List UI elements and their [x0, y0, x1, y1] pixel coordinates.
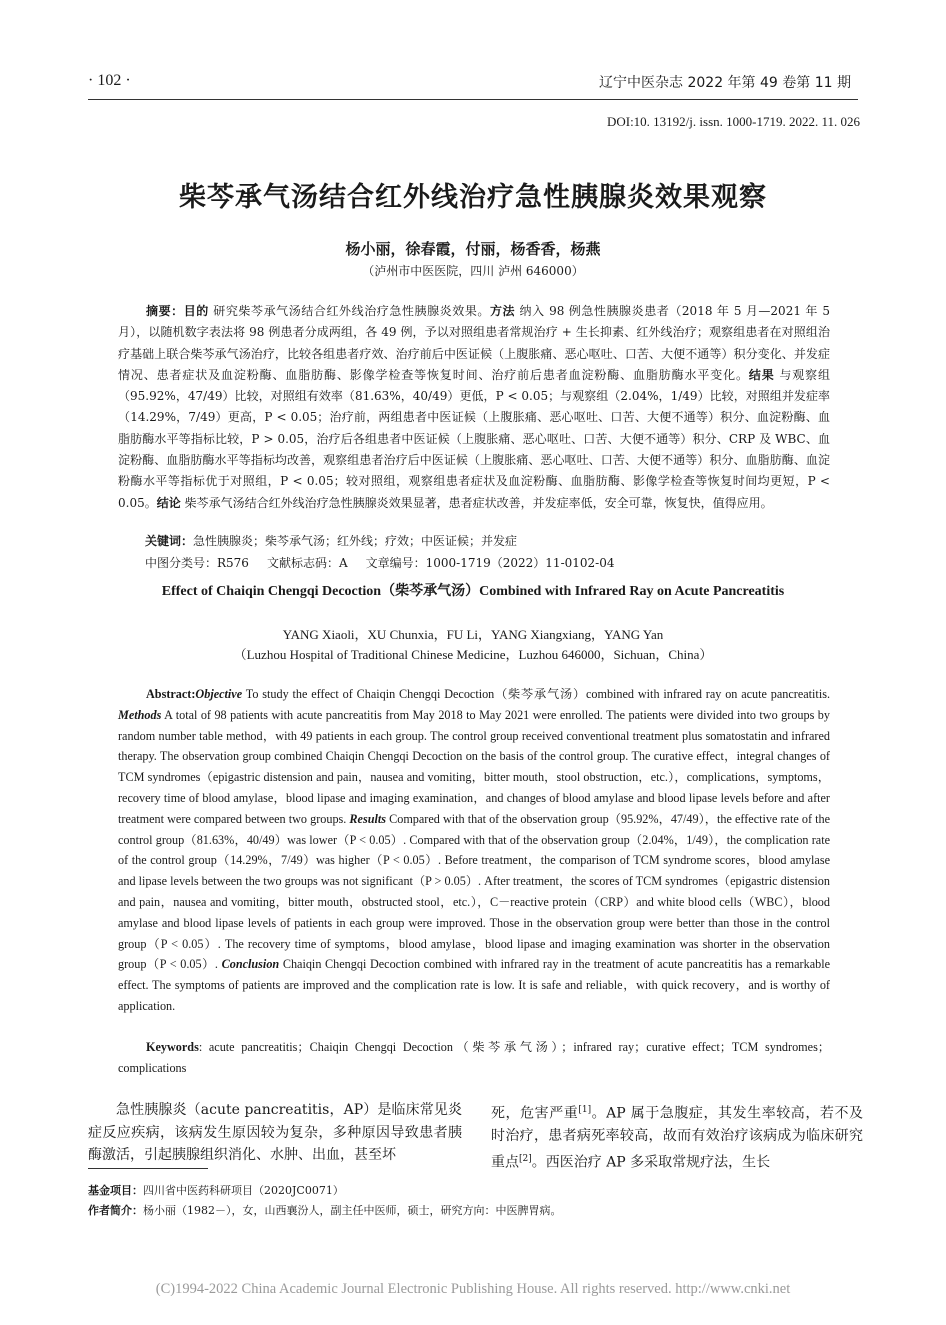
reference-2[interactable]: [2]: [519, 1153, 532, 1164]
results-text: 与观察组（95.92%，47/49）比较，对照组有效率（81.63%，40/49）更低，P < 0.05；与观察组（2.04%，1/49）比较，对照组并发症率（14.29%，7/49）更高，P < 0.05；治疗前，两组患者中医证候（上腹胀痛、恶心呕吐、口苦、大便不通等）积分、血淀粉酶、血脂肪酶水平等指标比较，P > 0.05，治疗后各组患者中医证候（上腹胀痛、恶心呕吐、口苦、大便不通等）积分、CRP 及 WBC、血淀粉酶、血脂肪酶水平等指标均改善，观察组患者治疗后中医证候（上腹胀痛、恶心呕吐、口苦、大便不通等）积分、血脂肪酶、血淀粉酶水平等指标优于对照组，P < 0.05；较对照组，观察组患者症状及血淀粉酶、血脂肪酶、影像学检查等恢复时间均更短，P < 0.05。: [118, 367, 830, 510]
classification-line: [145, 554, 633, 571]
en-methods-text: A total of 98 patients with acute pancreatitis from May 2018 to May 2021 were enrolled. The patients were divided into two groups by random number table method，with 49 patients in each group. The control group received conventional treatment plus somatostatin and infrared therapy. The observation group combined Chaiqin Chengqi Decoction on the basis of the control group. The curative effect，integral changes of TCM syndromes（epigastric distension and pain，nausea and vomiting，bitter mouth，stool obstruction，etc.），complications，symptoms，recovery time of blood amylase，blood lipase and imaging examination，and changes of blood amylase and blood lipase levels before and after treatment were compared between two groups.: [118, 707, 830, 826]
keywords-chinese: [145, 532, 517, 549]
reference-1[interactable]: [1]: [578, 1105, 592, 1115]
keywords-text: 急性胰腺炎；柴芩承气汤；红外线；疗效；中医证候；并发症: [193, 534, 518, 548]
abstract-english: [118, 684, 830, 1017]
en-keywords-text: : acute pancreatitis；Chaiqin Chengqi Decoction（柴芩承气汤）；infrared ray；curative effect；TCM syndromes；complications: [118, 1040, 830, 1075]
methods-label: 方法: [489, 304, 516, 318]
fund-text: 四川省中医药科研项目（2020JC0071）: [143, 1184, 344, 1197]
english-title: Effect of Chaiqin Chengqi Decoction（柴芩承气汤）Combined with Infrared Ray on Acute Pancreatitis: [161, 584, 785, 599]
page-number: · 102 ·: [88, 72, 131, 89]
objective-text: 研究柴芩承气汤结合红外线治疗急性胰腺炎效果。: [208, 304, 490, 318]
en-keywords-label: Keywords: [146, 1040, 199, 1054]
english-affiliation: （Luzhou Hospital of Traditional Chinese Medicine，Luzhou 646000，Sichuan，China）: [233, 647, 713, 662]
abstract-chinese: [118, 301, 830, 514]
en-results-label: Results: [349, 811, 386, 826]
english-authors: YANG Xiaoli，XU Chunxia，FU Li，YANG Xiangxiang，YANG Yan: [282, 627, 664, 642]
author-footnote: [88, 1202, 562, 1218]
clc-number: 中图分类号：R576: [145, 556, 249, 570]
keywords-label: 关键词：: [145, 534, 194, 548]
doi: DOI:10. 13192/j. issn. 1000-1719. 2022. 11. 026: [606, 114, 860, 129]
journal-issue: 辽宁中医杂志 2022 年第 49 卷第 11 期: [599, 75, 851, 91]
methods-text: 纳入 98 例急性胰腺炎患者（2018 年 5 月—2021 年 5 月），以随机数字表法将 98 例患者分成两组，各 49 例，予以对照组患者常规治疗 + 生长抑素、红外线治疗；观察组患者在对照组治疗基础上联合柴芩承气汤治疗，比较各组患者疗效、治疗前后中医证候（上腹胀痛、恶心呕吐、口苦、大便不通等）积分变化、并发症情况、患者症状及血淀粉酶、血脂肪酶、影像学检查等恢复时间、治疗前后患者血淀粉酶、血脂肪酶水平变化。: [118, 304, 830, 382]
body-text-b: 。AP 属于急腹症，其发生率较高，若不及时治疗，患者病死率较高，故而有效治疗该病成为临床研究重点: [491, 1105, 864, 1171]
body-column-right: [491, 1099, 863, 1174]
header-rule: [88, 99, 858, 100]
en-conclusion-text: Chaiqin Chengqi Decoction combined with infrared ray in the treatment of acute pancreatitis has a remarkable effect. The symptoms of patients are improved and the complication rate is low. It is safe and reliable，with quick recovery，and is worthy of application.: [118, 957, 830, 1013]
keywords-english: [118, 1037, 830, 1079]
footnote-rule: [88, 1168, 208, 1169]
article-number: 文章编号：1000-1719（2022）11-0102-04: [365, 556, 615, 570]
body-text-a: 死，危害严重: [491, 1105, 579, 1122]
copyright-footer: (C)1994-2022 China Academic Journal Electronic Publishing House. All rights reserved. http://www.cnki.net: [155, 1281, 791, 1297]
conclusion-text: 柴芩承气汤结合红外线治疗急性胰腺炎效果显著，患者症状改善，并发症率低，安全可靠，恢复快，值得应用。: [180, 495, 773, 510]
author-bio-text: 杨小丽（1982－），女，山西襄汾人，副主任中医师，硕士，研究方向：中医脾胃病。: [143, 1204, 562, 1217]
body-text-c: 。西医治疗 AP 多采取常规疗法，生长: [531, 1154, 771, 1171]
conclusion-label: 结论: [156, 495, 181, 510]
en-conclusion-label: Conclusion: [221, 957, 280, 972]
authors: 杨小丽，徐春霞，付丽，杨香香，杨燕: [345, 240, 601, 258]
en-methods-label: Methods: [118, 707, 162, 722]
results-label: 结果: [748, 367, 775, 382]
objective-label: 目的: [183, 304, 209, 318]
fund-label: 基金项目：: [88, 1184, 143, 1197]
en-results-text: Compared with that of the observation group（95.92%，47/49），the effective rate of the control group（81.63%，40/49）was lower（P < 0.05）. Compared with that of the observation group（2.04%，1/49），the complication rate of the control group（14.29%，7/49）was higher（P < 0.05）. Before treatment，the comparison of TCM syndrome scores，blood amylase and lipase levels between the two groups was not significant（P > 0.05）. After treatment，the scores of TCM syndromes（epigastric distension and pain，nausea and vomiting，bitter mouth，obstructed stool，etc.），C－reactive protein（CRP）and white blood cells（WBC），blood amylase and blood lipase levels of patients in each group were improved. Those in the observation group were better than those in the control group（P < 0.05）. The recovery time of symptoms，blood amylase，blood lipase and imaging examination was shorter in the observation group（P < 0.05）.: [118, 811, 830, 972]
document-code: 文献标志码：A: [266, 556, 348, 570]
en-objective-label: Objective: [195, 687, 243, 701]
fund-footnote: [88, 1182, 344, 1198]
en-abstract-label: Abstract:: [146, 687, 196, 701]
paper-title: 柴芩承气汤结合红外线治疗急性胰腺炎效果观察: [179, 182, 767, 213]
affiliation: （泸州市中医医院，四川 泸州 646000）: [362, 264, 584, 278]
author-bio-label: 作者简介：: [88, 1204, 143, 1217]
abstract-label: 摘要：: [146, 304, 184, 318]
body-column-left: 急性胰腺炎（acute pancreatitis，AP）是临床常见炎症反应疾病，该病发生原因较为复杂，多种原因导致患者胰酶激活，引起胰腺组织消化、水肿、出血，甚至坏: [88, 1102, 462, 1163]
en-objective-text: To study the effect of Chaiqin Chengqi Decoction（柴芩承气汤）combined with infrared ray on acute pancreatitis.: [242, 687, 830, 701]
